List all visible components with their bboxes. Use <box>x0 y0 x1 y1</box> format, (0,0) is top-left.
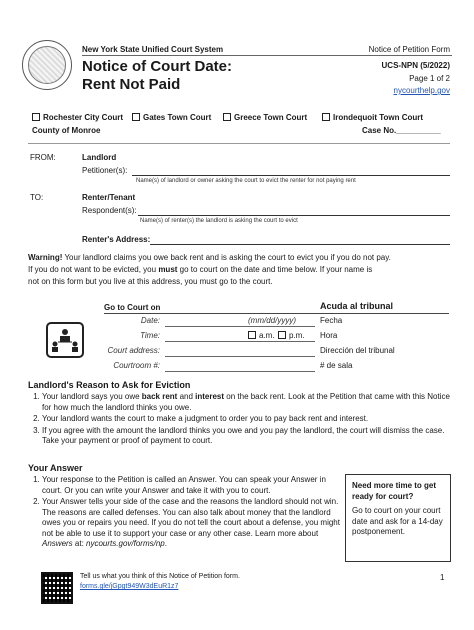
petitioner-field[interactable] <box>132 175 450 176</box>
feedback-text: Tell us what you think of this Notice of Petition form. <box>80 573 240 580</box>
respondent-field[interactable] <box>138 215 450 216</box>
date-field[interactable] <box>165 326 315 327</box>
landlord-label: Landlord <box>82 153 117 162</box>
page-indicator: Page 1 of 2 <box>409 74 450 83</box>
respondent-label: Respondent(s): <box>82 206 137 215</box>
court-option-irondequoit[interactable]: Irondequoit Town Court <box>322 113 423 122</box>
from-label: FROM: <box>30 153 56 162</box>
court-option-greece[interactable]: Greece Town Court <box>223 113 307 122</box>
postponement-box <box>345 474 451 562</box>
reason-item: 3. If you agree with the amount the landlord thinks you owe and you pay the landlord, the court will dismiss the case. Take your payment or proof of payment to court. <box>42 426 453 447</box>
address-field[interactable] <box>150 244 450 245</box>
checkbox-icon[interactable] <box>132 113 140 121</box>
checkbox-icon[interactable] <box>322 113 330 121</box>
to-label: TO: <box>30 193 44 202</box>
answer-list <box>28 475 340 551</box>
form-code: UCS-NPN (5/2022) <box>381 61 450 70</box>
postponement-text: Go to court on your court date and ask for a 14-day postponement. <box>352 506 443 536</box>
answer-item: 1. Your response to the Petition is called an Answer. You can speak your Answer in court. Or you can write your Answer and take it with you to court. <box>42 475 340 496</box>
form-title-line1: Notice of Court Date: <box>82 58 232 75</box>
reason-item: 1. Your landlord says you owe back rent and interest on the back rent. Look at the Petition that came with this Notice for how much the landlord thinks you owe. <box>42 392 453 413</box>
feedback-link[interactable]: forms.gle/jGpgt949W3dEuR1z7 <box>80 583 179 590</box>
court-address-field[interactable] <box>165 356 315 357</box>
checkbox-icon[interactable] <box>223 113 231 121</box>
reason-list <box>28 392 453 448</box>
case-number-field[interactable]: Case No.__________ <box>362 126 441 135</box>
warning-text: Warning! Your landlord claims you owe back rent and is asking the court to evict you if you do not pay. If you do not want to be evicted, you must go to court on the date and time below. If your name is not on this form but you live at this address, you must go to the court. <box>28 253 391 286</box>
court-heading-es: Acuda al tribunal <box>320 301 394 311</box>
form-title-line2: Rent Not Paid <box>82 76 181 93</box>
date-format-hint: (mm/dd/yyyy) <box>248 316 296 325</box>
address-label: Renter's Address: <box>82 235 151 244</box>
court-option-rochester[interactable]: Rochester City Court <box>32 113 123 122</box>
org-name: New York State Unified Court System <box>82 45 224 54</box>
petitioner-label: Petitioner(s): <box>82 166 128 175</box>
reason-heading: Landlord's Reason to Ask for Eviction <box>28 380 191 390</box>
date-label-es: Fecha <box>320 316 343 325</box>
qr-code-icon[interactable] <box>41 572 73 604</box>
checkbox-icon[interactable] <box>278 331 286 339</box>
court-address-label-es: Dirección del tribunal <box>320 346 395 355</box>
court-heading-en: Go to Court on <box>104 303 161 312</box>
page-number: 1 <box>440 573 445 582</box>
answer-heading: Your Answer <box>28 463 83 473</box>
courtroom-field[interactable] <box>165 371 315 372</box>
answer-item: 2. Your Answer tells your side of the case and the reasons the landlord should not win. The reasons are called defenses. You can also talk about money that the landlord owes you or repairs you need. If you do not tell the court about a defense, you might not be able to use it to support your case or any other case. Learn more about Answers at: nycourts.gov/forms/np. <box>42 497 340 550</box>
respondent-hint: Name(s) of renter(s) the landlord is asking the court to evict <box>140 218 298 224</box>
postponement-heading: Need more time to get ready for court? <box>352 481 437 501</box>
petitioner-hint: Name(s) of landlord or owner asking the court to evict the renter for not paying rent <box>136 178 356 184</box>
time-label: Time: <box>140 331 160 340</box>
time-field[interactable] <box>165 341 315 342</box>
court-address-label: Court address: <box>107 346 160 355</box>
form-name: Notice of Petition Form <box>368 45 450 54</box>
renter-label: Renter/Tenant <box>82 193 136 202</box>
courtroom-icon <box>46 322 84 358</box>
court-seal <box>22 40 72 90</box>
checkbox-icon[interactable] <box>32 113 40 121</box>
courtroom-label-es: # de sala <box>320 361 353 370</box>
date-label: Date: <box>140 316 160 325</box>
site-link[interactable]: nycourthelp.gov <box>393 86 450 95</box>
pm-option[interactable]: p.m. <box>278 331 305 340</box>
courtroom-label: Courtroom #: <box>113 361 160 370</box>
court-option-gates[interactable]: Gates Town Court <box>132 113 211 122</box>
county-label: County of Monroe <box>32 126 101 135</box>
checkbox-icon[interactable] <box>248 331 256 339</box>
time-label-es: Hora <box>320 331 338 340</box>
reason-item: 2. Your landlord wants the court to make a judgment to order you to pay back rent and interest. <box>42 414 453 425</box>
am-option[interactable]: a.m. <box>248 331 275 340</box>
